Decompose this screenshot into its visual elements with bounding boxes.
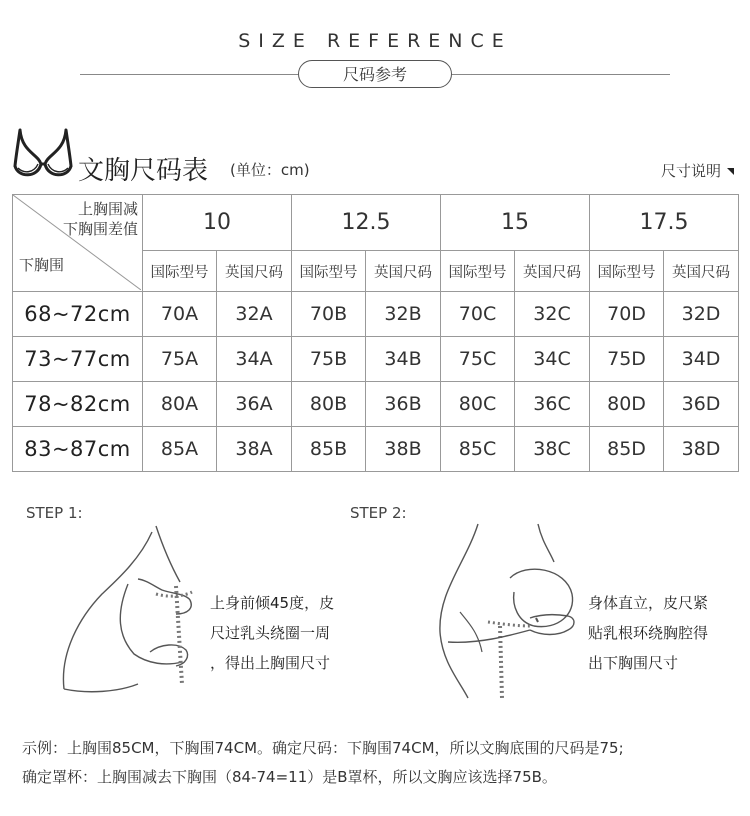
table-cell: 34D (664, 337, 739, 382)
table-cell: 32B (366, 292, 441, 337)
table-cell: 70D (590, 292, 664, 337)
cup-header: 15 (441, 195, 590, 251)
corner-top-line2: 下胸围差值 (62, 220, 138, 238)
table-cell: 36D (664, 382, 739, 427)
header-title-en: SIZE REFERENCE (238, 30, 512, 52)
table-header-row (13, 195, 739, 251)
cup-header: 12.5 (292, 195, 441, 251)
subheader-uk: 英国尺码 (366, 251, 441, 292)
table-cell: 80C (441, 382, 515, 427)
table-cell: 85D (590, 427, 664, 472)
table-cell: 32A (217, 292, 292, 337)
step1-description (210, 588, 334, 678)
table-cell: 32D (664, 292, 739, 337)
step2-description (588, 588, 708, 678)
table-cell: 80B (292, 382, 366, 427)
step1-text-line: 上身前倾45度，皮 (210, 594, 335, 612)
table-cell: 36C (515, 382, 590, 427)
step2-illustration (418, 522, 588, 706)
size-note (661, 160, 734, 181)
table-cell: 85C (441, 427, 515, 472)
corner-bottom-label: 下胸围 (19, 256, 65, 274)
cup-header: 17.5 (590, 195, 739, 251)
row-label: 68~72cm (13, 292, 143, 337)
table-cell: 38A (217, 427, 292, 472)
step2-label: STEP 2: (350, 504, 407, 522)
table-cell: 85B (292, 427, 366, 472)
step1-illustration (58, 524, 208, 708)
bra-icon (12, 126, 74, 184)
step2-text-line: 身体直立，皮尺紧 (588, 594, 709, 612)
step2-text-line: 贴乳根环绕胸腔得 (588, 624, 709, 642)
table-row (13, 337, 739, 382)
row-label: 78~82cm (13, 382, 143, 427)
step1-text-line: ，得出上胸围尺寸 (210, 654, 331, 672)
table-row (13, 382, 739, 427)
table-cell: 34C (515, 337, 590, 382)
step1-text-line: 尺过乳头绕圈一周 (210, 624, 331, 642)
table-cell: 36B (366, 382, 441, 427)
table-corner-cell (13, 195, 143, 292)
section-unit: (单位：cm) (230, 161, 310, 179)
table-cell: 85A (143, 427, 217, 472)
size-table (12, 194, 739, 472)
subheader-intl: 国际型号 (292, 251, 366, 292)
corner-top-line1: 上胸围减 (77, 200, 138, 218)
section-title: 文胸尺码表 (78, 156, 209, 186)
table-cell: 75C (441, 337, 515, 382)
table-cell: 70A (143, 292, 217, 337)
table-cell: 32C (515, 292, 590, 337)
subheader-uk: 英国尺码 (664, 251, 739, 292)
table-cell: 38D (664, 427, 739, 472)
example-line-2: 确定罩杯：上胸围减去下胸围（84-74=11）是B罩杯，所以文胸应该选择75B。 (22, 768, 557, 786)
table-cell: 36A (217, 382, 292, 427)
example-line-1: 示例：上胸围85CM，下胸围74CM。确定尺码：下胸围74CM，所以文胸底围的尺码是75; (22, 739, 624, 757)
triangle-icon (727, 168, 734, 175)
subheader-intl: 国际型号 (441, 251, 515, 292)
table-cell: 34B (366, 337, 441, 382)
table-cell: 38C (515, 427, 590, 472)
table-row (13, 292, 739, 337)
step2-text-line: 出下胸围尺寸 (588, 654, 679, 672)
table-cell: 80D (590, 382, 664, 427)
subheader-intl: 国际型号 (590, 251, 664, 292)
table-cell: 34A (217, 337, 292, 382)
table-cell: 70C (441, 292, 515, 337)
table-row (13, 427, 739, 472)
subheader-intl: 国际型号 (143, 251, 217, 292)
corner-top-label (63, 199, 138, 239)
table-cell: 75B (292, 337, 366, 382)
subheader-uk: 英国尺码 (515, 251, 590, 292)
header-title-cn: 尺码参考 (298, 60, 452, 88)
size-note-label: 尺寸说明 (660, 162, 721, 180)
header-divider-right (452, 74, 670, 75)
table-cell: 80A (143, 382, 217, 427)
table-cell: 38B (366, 427, 441, 472)
row-label: 73~77cm (13, 337, 143, 382)
table-cell: 75D (590, 337, 664, 382)
table-cell: 70B (292, 292, 366, 337)
table-cell: 75A (143, 337, 217, 382)
header-divider-left (80, 74, 298, 75)
row-label: 83~87cm (13, 427, 143, 472)
cup-header: 10 (143, 195, 292, 251)
step1-label: STEP 1: (26, 504, 83, 522)
subheader-uk: 英国尺码 (217, 251, 292, 292)
